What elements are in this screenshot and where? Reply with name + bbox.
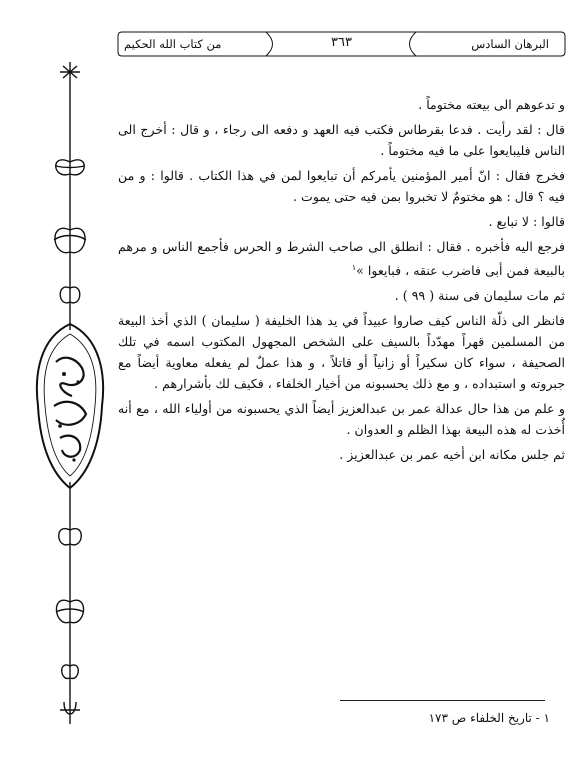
paragraph-with-footnote (118, 236, 565, 281)
ornament-column (30, 62, 110, 742)
footnote-divider (340, 700, 545, 701)
paragraph: ثم مات سليمان فى سنة ( ٩٩ ) . (394, 288, 565, 304)
paragraph: و تدعوهم الى بيعته مختوماً . (418, 97, 565, 112)
page-number: ٣٦٣ (331, 35, 352, 50)
paragraph: قال : لقد رأيت . فدعا بقرطاس فكتب فيه العهد و دفعه الى رجاء ، و قال : أخرج الى الناس فليبايعوا على ما فيه مختوماً . (118, 122, 565, 158)
paragraph: فانظر الى ذلّة الناس كيف صاروا عبيداً في يد هذا الخليفة ( سليمان ) الذي أخذ البيعة من المسلمين قهراً مهدّداً بالسيف على الشخص المجهول المكتوب اسمه في تلك الصحيفة ، سواء كان سكيراً أو زانياً أو قاتلاً ، و هذا عملٌ لم يفعله معاوية أيضاً مع جبروته و استبداده ، و مع ذلك يحسبونه من أخيار الخلفاء ، فكيف لك بأشرارهم . (118, 313, 565, 392)
paragraph: قالوا : لا نبايع . (488, 214, 565, 229)
top-finial-icon (60, 62, 80, 92)
paragraph: ثم جلس مكانه ابن أخيه عمر بن عبدالعزيز . (339, 447, 565, 463)
book-title: من كتاب الله الحكيم (124, 37, 222, 51)
footnote-number: ١ (543, 711, 550, 725)
main-text (118, 94, 565, 469)
chapter-title: البرهان السادس (471, 37, 549, 51)
footnote (150, 709, 550, 727)
bottom-finial-icon (60, 697, 80, 724)
paragraph: و علم من هذا حال عدالة عمر بن عبدالعزيز أيضاً الذي يحسبونه من أولياء الله ، مع أنه أُخذت له هذه البيعة بهذا الظلم و العدوان . (118, 401, 565, 438)
page-header (116, 30, 567, 58)
medallion-icon (37, 324, 103, 488)
footnote-text: - تاريخ الخلفاء ص ١٧٣ (428, 711, 540, 725)
paragraph-text: فرجع اليه فأخبره . فقال : انطلق الى صاحب الشرط و الحرس فأجمع الناس و مرهم بالبيعة فمن أبى فاضرب عنقه ، فبايعوا » (118, 239, 565, 279)
paragraph: فخرج فقال : انّ أمير المؤمنين يأمركم أن تبايعوا لمن في هذا الكتاب . قالوا : و من فيه ؟ قال : هو مختومٌ لا تخبروا بمن فيه حتى يموت . (118, 168, 565, 204)
footnote-marker: ١ (351, 263, 357, 272)
